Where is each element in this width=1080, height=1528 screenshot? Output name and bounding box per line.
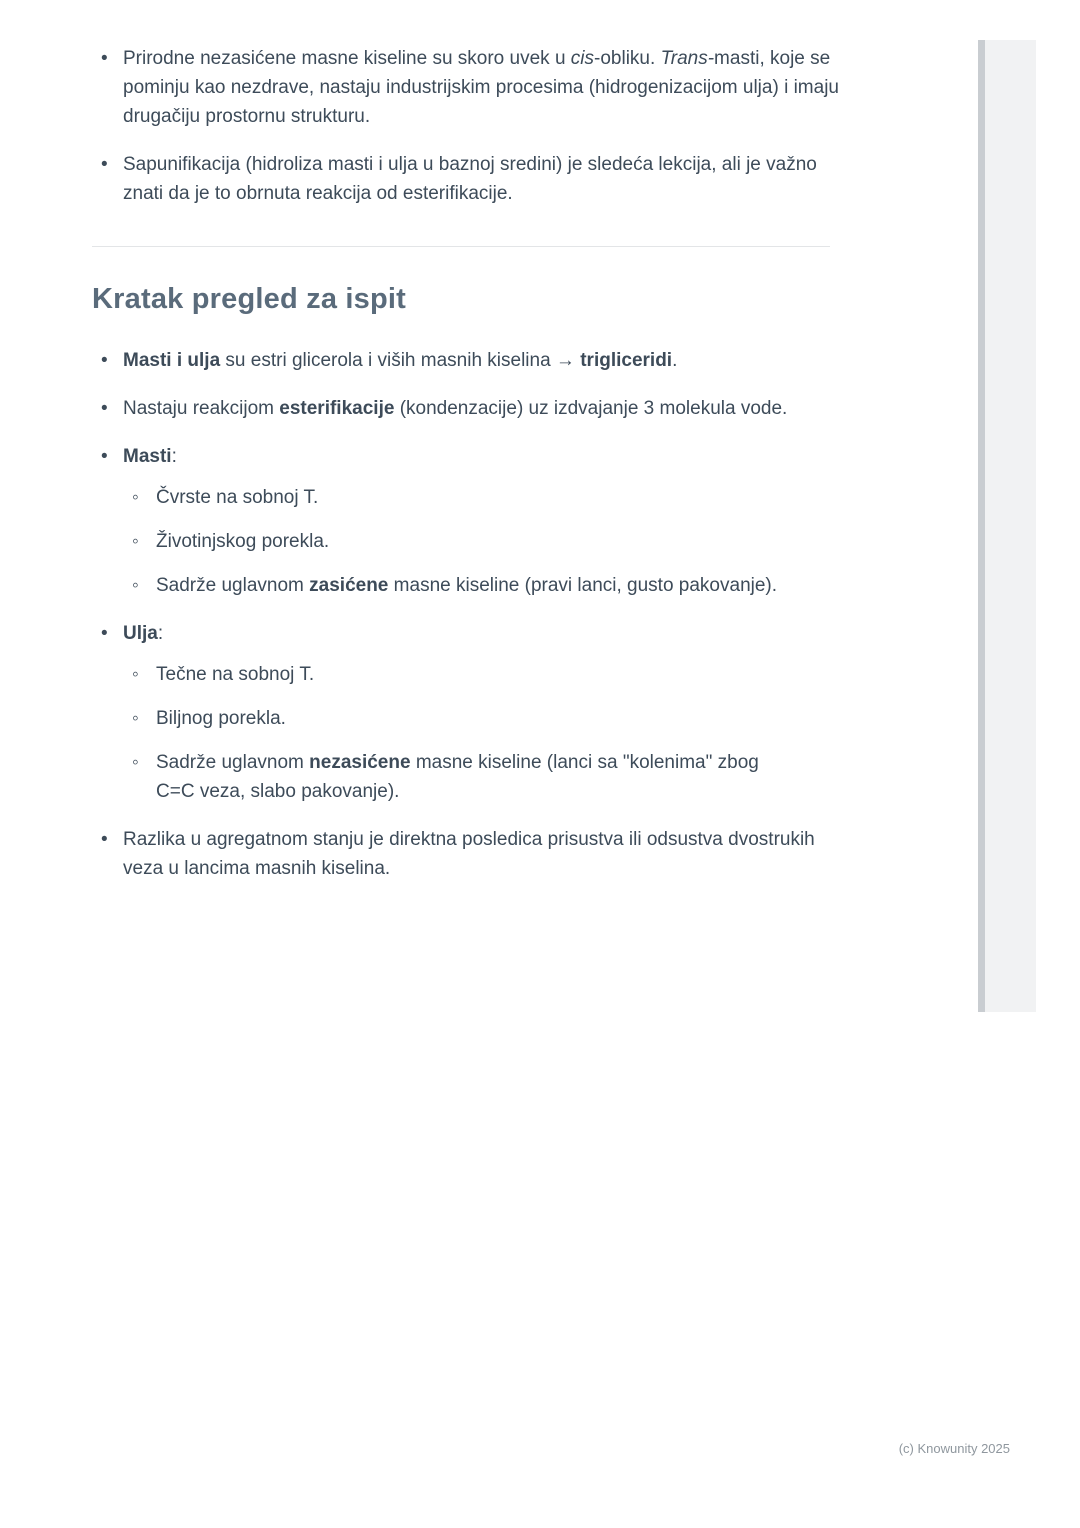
text-segment: Ulja [123,623,158,644]
list-item [92,346,848,375]
section-heading: Kratak pregled za ispit [92,283,407,315]
text-segment: Masti [123,446,172,467]
text-segment: zasićene [309,575,389,596]
text-segment: Masti i ulja [123,350,221,371]
list-item [92,825,848,883]
text-segment: -obliku. [594,48,661,69]
scrollbar-thumb[interactable] [978,40,985,1012]
list-item [92,394,848,423]
list-item-text [123,398,787,419]
text-segment: Prirodne nezasićene masne kiseline su skoro uvek u [123,48,571,69]
list-item-text [156,531,329,552]
text-segment: Biljnog porekla. [156,708,286,729]
list-item-text [156,752,759,802]
list-item [123,527,793,556]
list-item-text [156,575,777,596]
text-segment: su estri glicerola i viših masnih kiselina → [220,350,581,371]
summary-list [92,346,848,883]
text-segment: Nastaju reakcijom [123,398,280,419]
text-segment: Čvrste na sobnoj T. [156,487,319,508]
list-item-text [123,154,817,204]
list-item-text [123,48,839,127]
text-segment: Sadrže uglavnom [156,752,310,773]
text-segment: Razlika u agregatnom stanju je direktna posledica prisustva ili odsustva dvostrukih veza u lancima masnih kiselina. [123,829,815,879]
text-segment: masne kiseline (pravi lanci, gusto pakovanje). [388,575,778,596]
document-content [92,44,848,902]
text-segment: Sapunifikacija (hidroliza masti i ulja u baznoj sredini) je sledeća lekcija, ali je važno znati da je to obrnuta reakcija od esterifikacije. [123,154,817,204]
text-segment: nezasićene [309,752,411,773]
text-segment: Trans- [660,48,715,69]
list-item [123,571,793,600]
text-segment: . [672,350,678,371]
list-item-text [123,446,177,467]
scrollbar-track[interactable] [978,40,1036,1012]
sub-list [123,483,793,600]
list-item [92,442,848,600]
list-item [92,150,848,208]
list-item-text [156,664,314,685]
list-item-text [123,829,815,879]
text-segment: : [171,446,177,467]
divider [92,246,830,247]
list-item [123,704,793,733]
intro-list [92,44,848,208]
footer-credit: (c) Knowunity 2025 [898,1441,1010,1456]
list-item-text [123,623,163,644]
list-item [123,660,793,689]
text-segment: cis [570,48,595,69]
text-segment: Tečne na sobnoj T. [156,664,315,685]
list-item-text [123,350,677,371]
text-segment: (kondenzacije) uz izdvajanje 3 molekula vode. [394,398,788,419]
list-item-text [156,708,286,729]
text-segment: trigliceridi [580,350,673,371]
text-segment: esterifikacije [279,398,395,419]
list-item [123,483,793,512]
text-segment: Životinjskog porekla. [156,531,330,552]
list-item [92,619,848,806]
list-item [123,748,793,806]
list-item [92,44,848,131]
list-item-text [156,487,318,508]
text-segment: : [157,623,164,644]
text-segment: Sadrže uglavnom [156,575,310,596]
text-segment: masti, koje se pominju kao nezdrave, nastaju industrijskim procesima (hidrogenizacijom ulja) i imaju drugačiju prostornu strukturu. [123,48,839,127]
text-segment: masne kiseline (lanci sa "kolenima" zbog C=C veza, slabo pakovanje). [156,752,759,802]
sub-list [123,660,793,806]
